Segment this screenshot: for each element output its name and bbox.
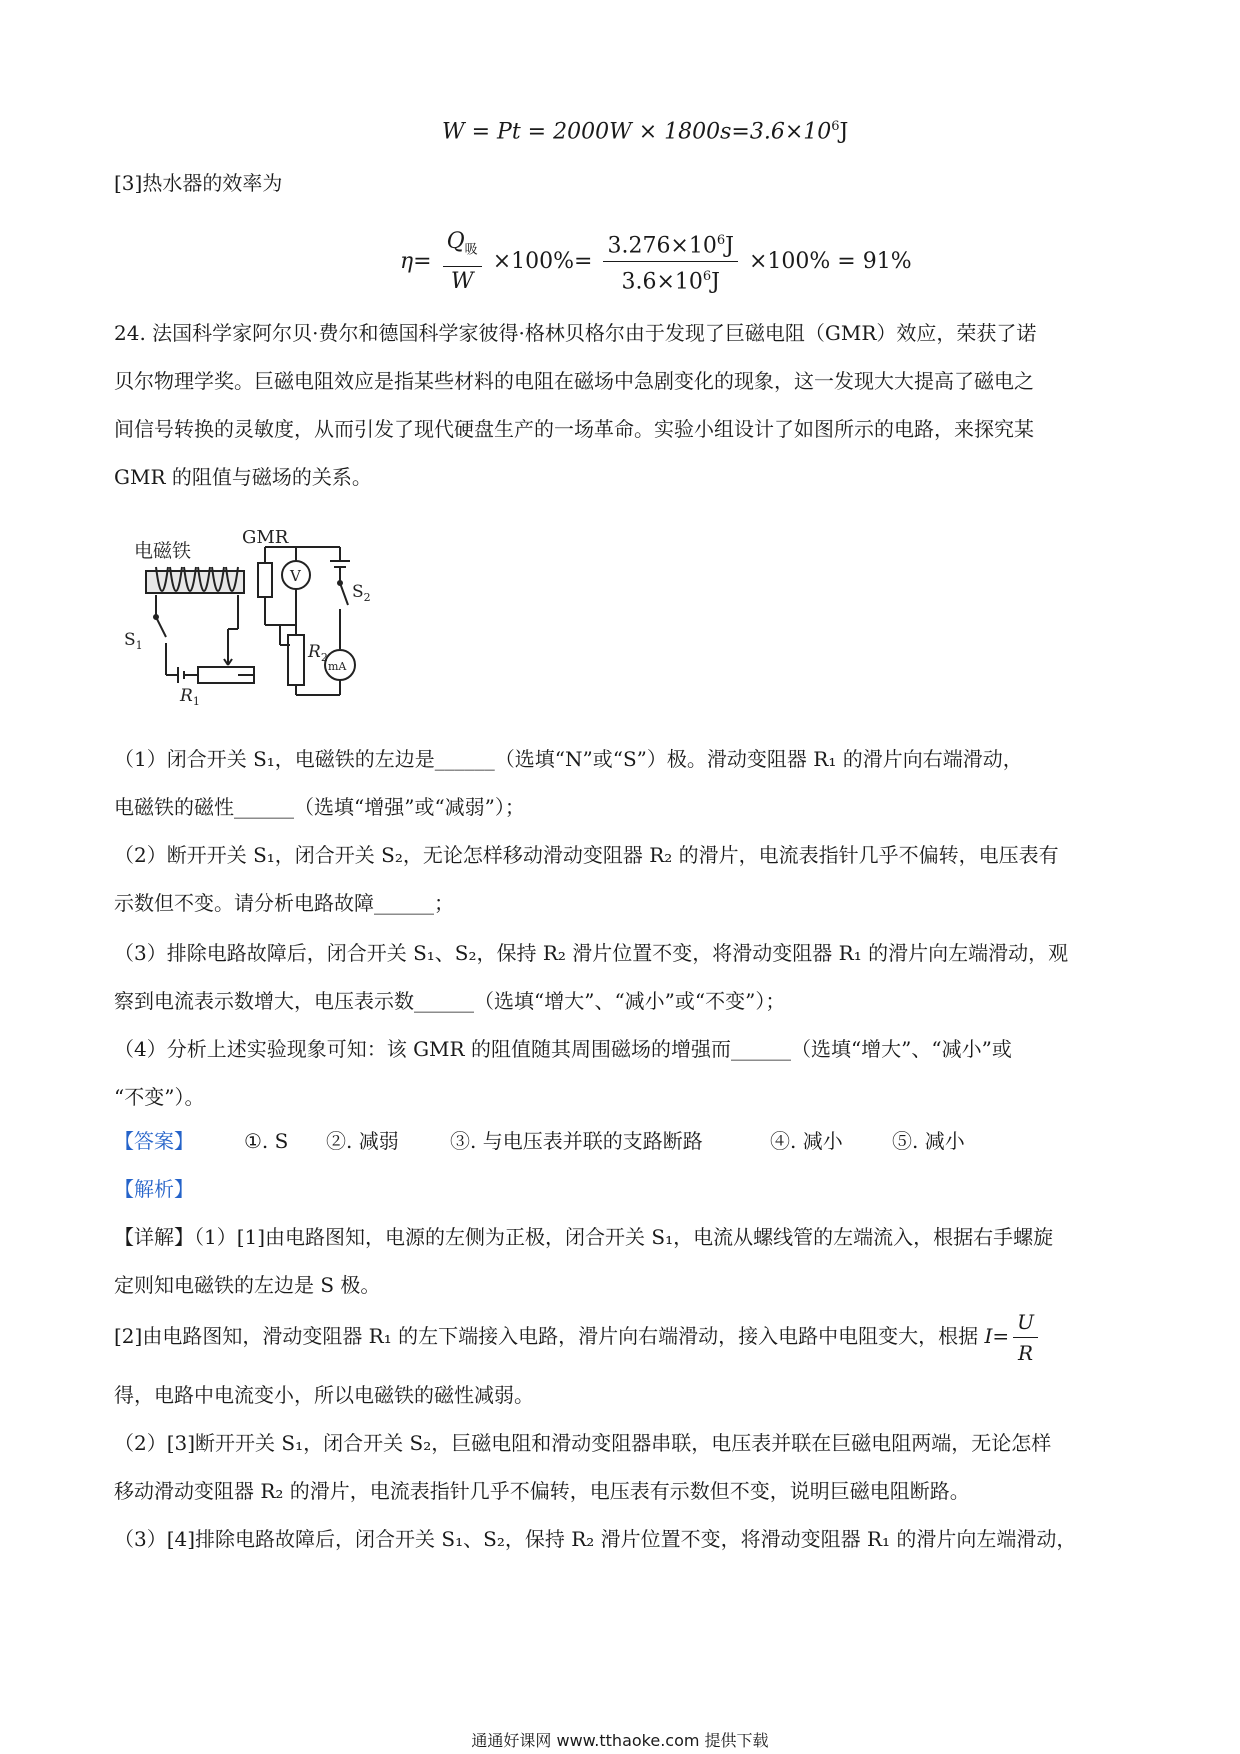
ohm-fraction: [1013, 1307, 1038, 1368]
ohm-i: I: [984, 1324, 993, 1348]
detail-line-4: 得，电路中电流变小，所以电磁铁的磁性减弱。: [114, 1383, 534, 1407]
analysis-tag: 【解析】: [114, 1177, 194, 1201]
detail-tag: 【详解】: [114, 1225, 194, 1249]
subquestion-line: （2）断开开关 S₁，闭合开关 S₂，无论怎样移动滑动变阻器 R₂ 的滑片，电流表指针几乎不偏转，电压表有: [114, 843, 1059, 867]
question-line: 贝尔物理学奖。巨磁电阻效应是指某些材料的电阻在磁场中急剧变化的现象，这一发现大大提高了磁电之: [114, 369, 1034, 393]
answer-item: ⑤. 减小: [892, 1129, 965, 1153]
denominator-exponent: 6: [702, 269, 712, 285]
detail-line-6: 移动滑动变阻器 R₂ 的滑片，电流表指针几乎不偏转，电压表有示数但不变，说明巨磁电阻断路。: [114, 1479, 970, 1503]
efficiency-intro: [3]热水器的效率为: [114, 171, 283, 195]
answer-item: ④. 减小: [770, 1129, 843, 1153]
subquestion-line: 电磁铁的磁性______（选填“增强”或“减弱”）；: [114, 795, 525, 819]
answer-tag: 【答案】: [114, 1129, 194, 1153]
efficiency-formula: [400, 226, 912, 298]
detail-line-3: [114, 1306, 1042, 1368]
gmr-label: GMR: [242, 527, 289, 548]
work-formula: [442, 112, 848, 147]
r2-label: $R_2$: [308, 642, 328, 664]
answer-item: ②. 减弱: [326, 1129, 399, 1153]
work-formula-unit: J: [839, 119, 849, 145]
denominator-text: 3.6×10: [621, 269, 703, 295]
q-symbol: Q: [446, 229, 465, 255]
question-line: 24. 法国科学家阿尔贝·费尔和德国科学家彼得·格林贝格尔由于发现了巨磁电阻（GMR）效应，荣获了诺: [114, 321, 1037, 345]
footer-text: 通通好课网 www.tthaoke.com 提供下载: [471, 1731, 769, 1750]
rheostat-r2: [288, 635, 304, 685]
eta-symbol: η=: [400, 248, 432, 274]
numerator-unit: J: [725, 233, 734, 259]
detail-text: （1）[1]由电路图知，电源的左侧为正极，闭合开关 S₁，电流从螺线管的左端流入，根据右手螺旋: [194, 1225, 1054, 1249]
numerator-exponent: 6: [716, 233, 726, 248]
question-line: GMR 的阻值与磁场的关系。: [114, 465, 372, 489]
answer-item: ①. S: [244, 1129, 289, 1153]
question-line: 间信号转换的灵敏度，从而引发了现代硬盘生产的一场革命。实验小组设计了如图所示的电路，来探究某: [114, 417, 1034, 441]
w-symbol: W: [450, 268, 474, 294]
subquestion-line: “不变”）。: [114, 1085, 205, 1109]
voltmeter-label: V: [290, 567, 301, 585]
denominator-unit: J: [711, 269, 720, 295]
detail-line-2: 定则知电磁铁的左边是 S 极。: [114, 1273, 381, 1297]
ohm-u: U: [1013, 1307, 1038, 1338]
efficiency-fraction-1: [443, 227, 482, 296]
subquestion-line: （3）排除电路故障后，闭合开关 S₁、S₂，保持 R₂ 滑片位置不变，将滑动变阻器 R₁ 的滑片向左端滑动，观: [114, 941, 1069, 965]
subquestion-line: 察到电流表示数增大，电压表示数______（选填“增大”、“减小”或“不变”）；: [114, 989, 786, 1013]
numerator-text: 3.276×10: [607, 233, 717, 259]
r1-label: $R_1$: [180, 686, 200, 708]
subquestion-line: （4）分析上述实验现象可知：该 GMR 的阻值随其周围磁场的增强而______（选填“增大”、“减小”或: [114, 1037, 1012, 1061]
circuit-diagram: [120, 525, 450, 710]
q-subscript: 吸: [464, 242, 478, 258]
detail-text: [2]由电路图知，滑动变阻器 R₁ 的左下端接入电路，滑片向右端滑动，接入电路中电阻变大，根据: [114, 1324, 979, 1348]
s2-label: $S_2$: [352, 582, 371, 604]
efficiency-fraction-2: [603, 226, 738, 298]
detail-line-1: [114, 1222, 1053, 1252]
ohm-r: R: [1018, 1341, 1034, 1365]
ammeter-label: mA: [328, 660, 347, 673]
subquestion-line: （1）闭合开关 S₁，电磁铁的左边是______（选填“N”或“S”）极。滑动变阻器 R₁ 的滑片向右端滑动，: [114, 747, 1023, 771]
detail-line-7: （3）[4]排除电路故障后，闭合开关 S₁、S₂，保持 R₂ 滑片位置不变，将滑动变阻器 R₁ 的滑片向左端滑动，: [114, 1527, 1077, 1551]
work-formula-exponent: 6: [831, 119, 840, 134]
subquestion-line: 示数但不变。请分析电路故障______；: [114, 891, 454, 915]
s1-label: $S_1$: [124, 630, 143, 652]
multiply-100-percent: ×100%=: [492, 248, 593, 274]
work-formula-text: W = Pt = 2000W × 1800s=3.6×10: [442, 119, 832, 145]
ohm-equals: =: [992, 1324, 1010, 1348]
efficiency-result: ×100% = 91%: [748, 248, 912, 274]
gmr-resistor: [258, 563, 272, 597]
electromagnet-label: 电磁铁: [134, 540, 192, 562]
detail-line-5: （2）[3]断开开关 S₁，闭合开关 S₂，巨磁电阻和滑动变阻器串联，电压表并联在巨磁电阻两端，无论怎样: [114, 1431, 1052, 1455]
answer-item: ③. 与电压表并联的支路断路: [450, 1129, 703, 1153]
